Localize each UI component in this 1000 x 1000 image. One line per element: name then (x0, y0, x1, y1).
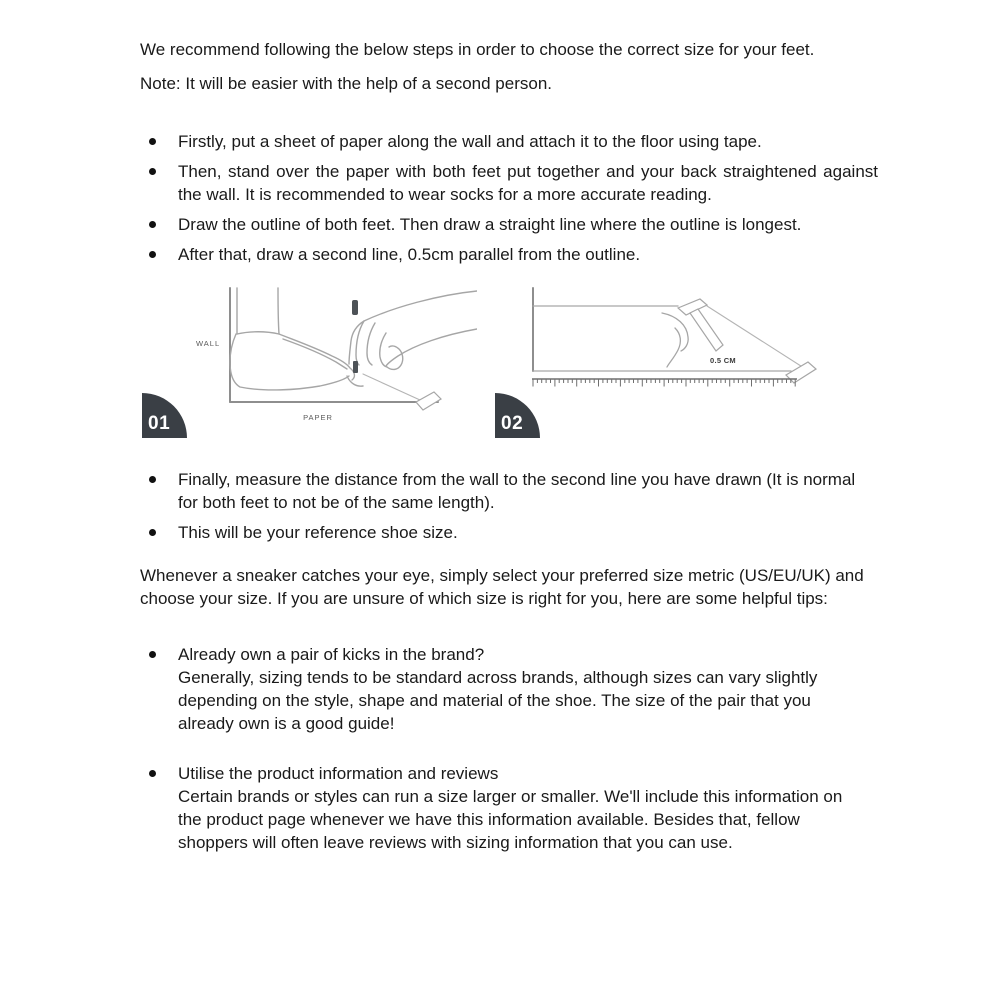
tip-title: Utilise the product information and reviews (178, 764, 499, 783)
pen-tip (353, 361, 358, 373)
step-item (140, 130, 878, 153)
step-text: Draw the outline of both feet. Then draw a straight line where the outline is longest. (178, 215, 802, 234)
tip-body: Certain brands or styles can run a size larger or smaller. We'll include this information on the product page whenever we have this information available. Besides that, fellow shoppers will often leave reviews with sizing information that you can use. (178, 787, 843, 852)
tip-item (140, 643, 878, 735)
figure-number: 02 (501, 413, 524, 434)
pen-cap (352, 300, 358, 315)
step-item (140, 468, 878, 514)
step-item (140, 213, 878, 236)
figure-01-wall-foot (142, 283, 477, 441)
step-text: Finally, measure the distance from the wall to the second line you have drawn (It is normal for both feet to not be of the same length). (178, 470, 856, 512)
foot-measure-illustration (142, 283, 477, 441)
distance-label: 0.5 CM (710, 356, 736, 365)
tip-item (140, 762, 878, 854)
step-item (140, 521, 878, 544)
step-text: After that, draw a second line, 0.5cm parallel from the outline. (178, 245, 641, 264)
ruler-measure-illustration (495, 283, 865, 441)
document-content (140, 36, 880, 881)
tips-list (140, 643, 880, 854)
paper-label: PAPER (303, 413, 333, 422)
intro-paragraph: We recommend following the below steps in order to choose the correct size for your feet. (140, 40, 815, 59)
figure-number: 01 (148, 413, 171, 434)
tip-body: Generally, sizing tends to be standard across brands, although sizes can vary slightly depending on the style, shape and material of the shoe. The size of the pair that you already own is a good guide! (178, 668, 818, 733)
step-text: Firstly, put a sheet of paper along the wall and attach it to the floor using tape. (178, 132, 762, 151)
step-text: Then, stand over the paper with both feet put together and your back straightened against the wall. It is recommended to wear socks for a more accurate reading. (178, 162, 878, 204)
wall-label: WALL (196, 339, 221, 348)
figure-02-ruler (495, 283, 865, 441)
sizing-paragraph: Whenever a sneaker catches your eye, simply select your preferred size metric (US/EU/UK) and choose your size. If you are unsure of which size is right for you, here are some helpful tips: (140, 566, 864, 608)
measure-steps-list (140, 130, 880, 266)
tip-title: Already own a pair of kicks in the brand? (178, 645, 485, 664)
final-steps-list (140, 468, 880, 544)
ruler-ticks (533, 379, 795, 387)
step-item (140, 160, 878, 206)
figures-row (142, 283, 880, 441)
step-item (140, 243, 878, 266)
step-text: This will be your reference shoe size. (178, 523, 458, 542)
note-paragraph: Note: It will be easier with the help of a second person. (140, 74, 553, 93)
